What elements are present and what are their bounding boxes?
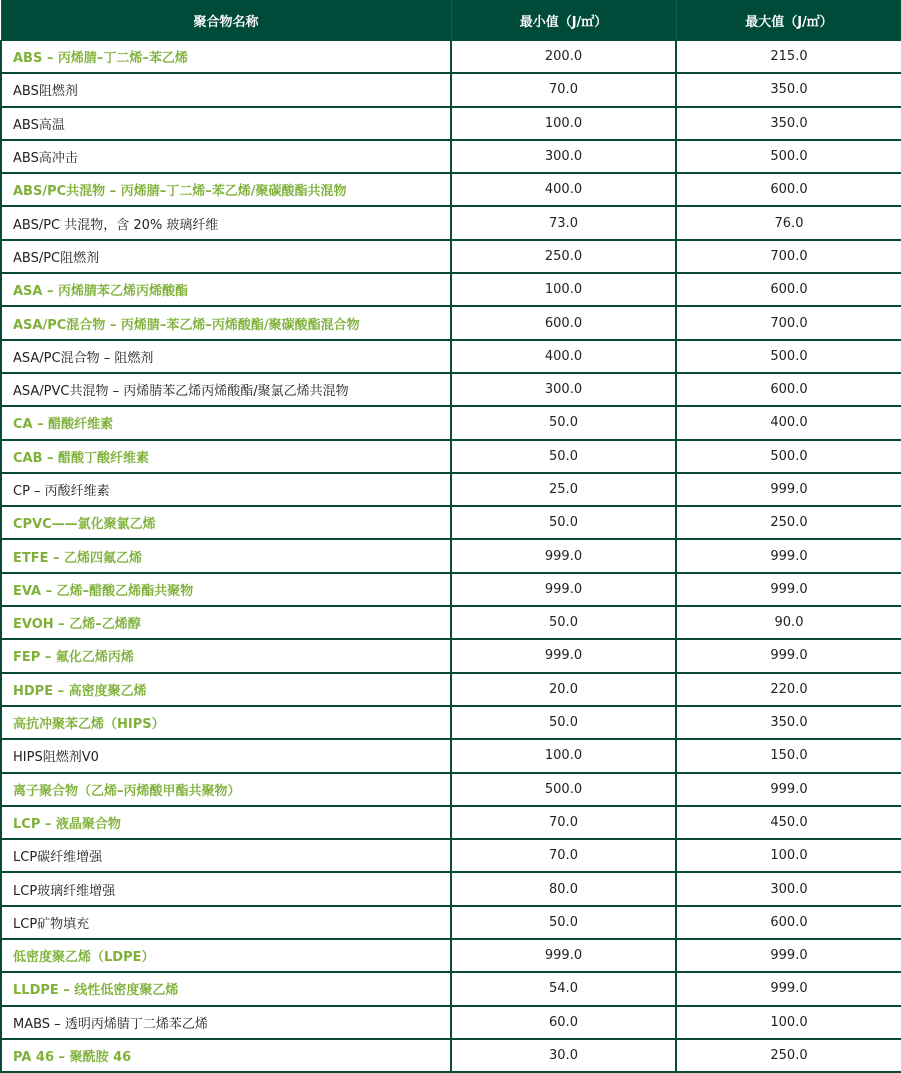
table-row <box>1 506 901 539</box>
min-value-cell: 54.0 <box>451 972 676 1005</box>
max-value-cell: 600.0 <box>676 906 901 939</box>
max-value-cell: 215.0 <box>676 41 901 74</box>
table-row <box>1 406 901 439</box>
table-row <box>1 206 901 239</box>
table-row <box>1 673 901 706</box>
polymer-name-cell: 高抗冲聚苯乙烯（HIPS） <box>1 706 451 739</box>
min-value-cell: 50.0 <box>451 506 676 539</box>
polymer-name-cell: ETFE – 乙烯四氟乙烯 <box>1 539 451 572</box>
max-value-cell: 350.0 <box>676 706 901 739</box>
min-value-cell: 999.0 <box>451 939 676 972</box>
max-value-cell: 450.0 <box>676 806 901 839</box>
polymer-name-cell: 低密度聚乙烯（LDPE） <box>1 939 451 972</box>
polymer-name-cell: ABS – 丙烯腈–丁二烯–苯乙烯 <box>1 41 451 74</box>
max-value-cell: 150.0 <box>676 739 901 772</box>
table-row <box>1 240 901 273</box>
min-value-cell: 50.0 <box>451 606 676 639</box>
table-row <box>1 273 901 306</box>
max-value-cell: 700.0 <box>676 306 901 339</box>
table-row <box>1 639 901 672</box>
min-value-cell: 20.0 <box>451 673 676 706</box>
table-row <box>1 1006 901 1039</box>
min-value-cell: 70.0 <box>451 839 676 872</box>
min-value-cell: 50.0 <box>451 406 676 439</box>
min-value-cell: 200.0 <box>451 41 676 74</box>
table-row <box>1 41 901 74</box>
polymer-name-cell: CPVC——氯化聚氯乙烯 <box>1 506 451 539</box>
min-value-cell: 70.0 <box>451 806 676 839</box>
min-value-cell: 73.0 <box>451 206 676 239</box>
max-value-cell: 999.0 <box>676 773 901 806</box>
table-row <box>1 340 901 373</box>
polymer-name-cell: ASA/PC混合物 – 丙烯腈–苯乙烯–丙烯酸酯/聚碳酸酯混合物 <box>1 306 451 339</box>
table-row <box>1 606 901 639</box>
max-value-cell: 700.0 <box>676 240 901 273</box>
min-value-cell: 300.0 <box>451 373 676 406</box>
min-value-cell: 100.0 <box>451 107 676 140</box>
polymer-name-cell: ABS/PC阻燃剂 <box>1 240 451 273</box>
polymer-name-cell: CP – 丙酸纤维素 <box>1 473 451 506</box>
table-row <box>1 306 901 339</box>
table-row <box>1 739 901 772</box>
max-value-cell: 999.0 <box>676 972 901 1005</box>
polymer-name-cell: ABS高冲击 <box>1 140 451 173</box>
polymer-name-cell: LCP碳纤维增强 <box>1 839 451 872</box>
min-value-cell: 300.0 <box>451 140 676 173</box>
min-value-cell: 999.0 <box>451 539 676 572</box>
min-value-cell: 70.0 <box>451 73 676 106</box>
polymer-name-cell: ASA – 丙烯腈苯乙烯丙烯酸酯 <box>1 273 451 306</box>
polymer-name-cell: 离子聚合物（乙烯–丙烯酸甲酯共聚物） <box>1 773 451 806</box>
max-value-cell: 999.0 <box>676 473 901 506</box>
header-polymer-name: 聚合物名称 <box>1 0 451 41</box>
table-row <box>1 473 901 506</box>
polymer-name-cell: CAB – 醋酸丁酸纤维素 <box>1 440 451 473</box>
max-value-cell: 500.0 <box>676 140 901 173</box>
polymer-name-cell: LLDPE – 线性低密度聚乙烯 <box>1 972 451 1005</box>
polymer-name-cell: CA – 醋酸纤维素 <box>1 406 451 439</box>
min-value-cell: 25.0 <box>451 473 676 506</box>
max-value-cell: 999.0 <box>676 939 901 972</box>
polymer-name-cell: LCP – 液晶聚合物 <box>1 806 451 839</box>
table-row <box>1 173 901 206</box>
polymer-name-cell: ABS/PC共混物 – 丙烯腈–丁二烯–苯乙烯/聚碳酸酯共混物 <box>1 173 451 206</box>
table-body <box>1 41 901 1073</box>
polymer-name-cell: HDPE – 高密度聚乙烯 <box>1 673 451 706</box>
table-row <box>1 839 901 872</box>
max-value-cell: 600.0 <box>676 373 901 406</box>
polymer-name-cell: PA 46 – 聚酰胺 46 <box>1 1039 451 1072</box>
max-value-cell: 250.0 <box>676 1039 901 1072</box>
min-value-cell: 30.0 <box>451 1039 676 1072</box>
table-row <box>1 806 901 839</box>
max-value-cell: 600.0 <box>676 173 901 206</box>
table-row <box>1 440 901 473</box>
header-min-value: 最小值（J/㎡） <box>451 0 676 41</box>
table-row <box>1 972 901 1005</box>
polymer-name-cell: HIPS阻燃剂V0 <box>1 739 451 772</box>
max-value-cell: 500.0 <box>676 440 901 473</box>
table-row <box>1 373 901 406</box>
polymer-name-cell: ASA/PC混合物 – 阻燃剂 <box>1 340 451 373</box>
header-max-value: 最大值（J/㎡） <box>676 0 901 41</box>
min-value-cell: 100.0 <box>451 273 676 306</box>
max-value-cell: 999.0 <box>676 539 901 572</box>
max-value-cell: 90.0 <box>676 606 901 639</box>
table-row <box>1 73 901 106</box>
polymer-name-cell: EVOH – 乙烯–乙烯醇 <box>1 606 451 639</box>
table-row <box>1 140 901 173</box>
max-value-cell: 76.0 <box>676 206 901 239</box>
polymer-name-cell: ABS/PC 共混物，含 20% 玻璃纤维 <box>1 206 451 239</box>
max-value-cell: 220.0 <box>676 673 901 706</box>
max-value-cell: 999.0 <box>676 639 901 672</box>
max-value-cell: 350.0 <box>676 73 901 106</box>
polymer-name-cell: LCP玻璃纤维增强 <box>1 872 451 905</box>
max-value-cell: 300.0 <box>676 872 901 905</box>
polymer-name-cell: ABS阻燃剂 <box>1 73 451 106</box>
min-value-cell: 999.0 <box>451 639 676 672</box>
max-value-cell: 100.0 <box>676 839 901 872</box>
min-value-cell: 80.0 <box>451 872 676 905</box>
max-value-cell: 100.0 <box>676 1006 901 1039</box>
max-value-cell: 600.0 <box>676 273 901 306</box>
header-row <box>1 0 901 41</box>
min-value-cell: 50.0 <box>451 440 676 473</box>
polymer-name-cell: FEP – 氟化乙烯丙烯 <box>1 639 451 672</box>
min-value-cell: 400.0 <box>451 340 676 373</box>
min-value-cell: 50.0 <box>451 906 676 939</box>
max-value-cell: 250.0 <box>676 506 901 539</box>
polymer-name-cell: LCP矿物填充 <box>1 906 451 939</box>
max-value-cell: 400.0 <box>676 406 901 439</box>
max-value-cell: 999.0 <box>676 573 901 606</box>
table-row <box>1 107 901 140</box>
table-row <box>1 939 901 972</box>
table-row <box>1 773 901 806</box>
table-row <box>1 573 901 606</box>
polymer-name-cell: ABS高温 <box>1 107 451 140</box>
max-value-cell: 500.0 <box>676 340 901 373</box>
min-value-cell: 500.0 <box>451 773 676 806</box>
table-row <box>1 539 901 572</box>
min-value-cell: 600.0 <box>451 306 676 339</box>
polymer-name-cell: ASA/PVC共混物 – 丙烯腈苯乙烯丙烯酸酯/聚氯乙烯共混物 <box>1 373 451 406</box>
max-value-cell: 350.0 <box>676 107 901 140</box>
min-value-cell: 250.0 <box>451 240 676 273</box>
polymer-name-cell: EVA – 乙烯–醋酸乙烯酯共聚物 <box>1 573 451 606</box>
min-value-cell: 50.0 <box>451 706 676 739</box>
min-value-cell: 100.0 <box>451 739 676 772</box>
polymer-name-cell: MABS – 透明丙烯腈丁二烯苯乙烯 <box>1 1006 451 1039</box>
min-value-cell: 400.0 <box>451 173 676 206</box>
min-value-cell: 999.0 <box>451 573 676 606</box>
min-value-cell: 60.0 <box>451 1006 676 1039</box>
table-row <box>1 706 901 739</box>
table-row <box>1 872 901 905</box>
table-row <box>1 906 901 939</box>
table-row <box>1 1039 901 1072</box>
table-header <box>1 0 901 41</box>
